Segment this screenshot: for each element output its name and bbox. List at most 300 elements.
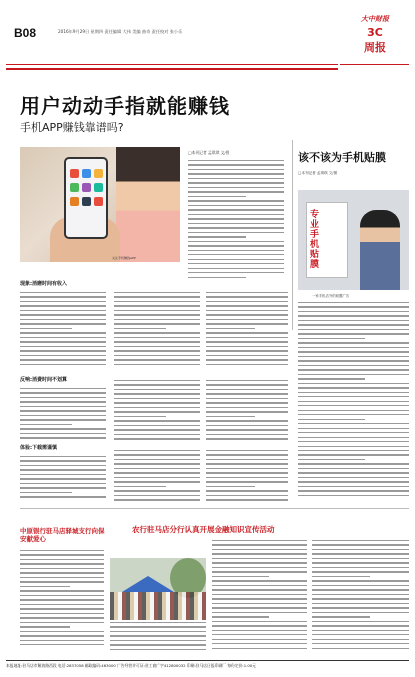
text-line: [298, 441, 409, 442]
text-line: [20, 474, 106, 475]
edition-label: 3C: [367, 26, 383, 39]
text-line: [20, 392, 106, 393]
text-line: [20, 577, 104, 578]
text-line: [312, 576, 370, 577]
bottom-photo: [110, 558, 206, 620]
text-line: [110, 649, 206, 650]
text-line: [212, 567, 307, 568]
text-line: [188, 223, 284, 224]
text-line: [114, 407, 200, 408]
text-line: [114, 350, 200, 351]
text-line: [206, 425, 288, 426]
text-line: [298, 306, 409, 307]
text-line: [312, 643, 409, 644]
text-line: [20, 292, 106, 293]
bottom-right-text-2: [312, 540, 409, 656]
text-line: [212, 558, 307, 559]
column-divider: [292, 140, 293, 330]
text-line: [114, 380, 200, 381]
text-line: [20, 563, 104, 564]
page-number: B08: [14, 26, 37, 40]
text-line: [206, 310, 288, 311]
text-line: [188, 191, 284, 192]
text-line: [20, 415, 106, 416]
text-line: [20, 319, 106, 320]
sidebar-text: [298, 302, 409, 502]
text-line: [114, 332, 200, 333]
text-line: [212, 571, 307, 572]
text-line: [188, 200, 284, 201]
text-line: [206, 398, 288, 399]
text-line: [298, 333, 409, 334]
text-line: [212, 598, 307, 599]
text-line: [298, 454, 409, 455]
text-line: [20, 328, 72, 329]
text-line: [298, 387, 409, 388]
text-line: [114, 454, 200, 455]
text-line: [206, 481, 288, 482]
text-line: [114, 355, 200, 356]
text-line: [206, 486, 255, 487]
text-line: [114, 486, 166, 487]
text-line: [298, 414, 409, 415]
text-line: [114, 495, 200, 496]
text-line: [298, 405, 409, 406]
text-line: [20, 456, 106, 457]
text-line: [188, 277, 246, 278]
text-line: [110, 631, 206, 632]
text-line: [206, 305, 288, 306]
text-line: [114, 389, 200, 390]
text-line: [312, 612, 409, 613]
text-line: [312, 630, 409, 631]
sidebar-caption: 一家手机店外的贴膜广告: [312, 294, 350, 298]
text-line: [298, 463, 409, 464]
text-line: [20, 631, 104, 632]
bottom-right-text-1: [212, 540, 307, 656]
text-line: [312, 603, 409, 604]
text-line: [114, 420, 200, 421]
text-line: [20, 640, 104, 641]
text-line: [188, 232, 284, 233]
text-line: [206, 393, 288, 394]
text-line: [298, 365, 409, 366]
text-line: [298, 401, 409, 402]
text-line: [110, 626, 206, 627]
text-line: [20, 397, 106, 398]
text-line: [20, 323, 106, 324]
text-line: [212, 585, 307, 586]
text-line: [20, 410, 106, 411]
text-line: [206, 350, 288, 351]
text-line: [312, 607, 409, 608]
text-line: [206, 499, 288, 500]
text-line: [20, 590, 104, 591]
page-header: [6, 14, 409, 54]
text-line: [188, 187, 284, 188]
text-line: [114, 416, 166, 417]
text-line: [206, 323, 288, 324]
text-line: [114, 323, 200, 324]
article-text-col-4: [206, 292, 288, 372]
text-line: [206, 296, 288, 297]
text-line: [20, 572, 104, 573]
text-line: [188, 169, 284, 170]
text-line: [212, 616, 269, 617]
text-line: [212, 580, 307, 581]
article-text-col-7: [206, 380, 288, 443]
section-head-3: 体验:下载需谨慎: [20, 445, 58, 451]
text-line: [20, 341, 106, 342]
text-line: [212, 540, 307, 541]
text-line: [114, 292, 200, 293]
phone-illustration: [64, 157, 108, 239]
text-line: [188, 173, 284, 174]
text-line: [312, 562, 409, 563]
article-text-col-8: [20, 456, 106, 504]
text-line: [20, 406, 106, 407]
text-line: [206, 472, 288, 473]
text-line: [206, 301, 288, 302]
text-line: [188, 227, 284, 228]
text-line: [298, 437, 409, 438]
text-line: [188, 205, 284, 206]
text-line: [114, 319, 200, 320]
text-line: [114, 459, 200, 460]
text-line: [20, 469, 106, 470]
bottom-mid-title: 农行驻马店分行认真开展金融知识宣传活动: [132, 525, 275, 534]
text-line: [206, 454, 288, 455]
text-line: [298, 495, 409, 496]
text-line: [212, 594, 307, 595]
text-line: [206, 341, 288, 342]
text-line: [312, 589, 409, 590]
text-line: [114, 337, 200, 338]
text-line: [20, 554, 104, 555]
text-line: [188, 254, 284, 255]
text-line: [20, 492, 72, 493]
text-line: [110, 622, 206, 623]
text-line: [298, 378, 365, 379]
issue-meta: 2016年9月29日 星期四 责任编辑 大伟 美编 曲奇 责任校对 张小乐: [58, 29, 183, 34]
article-text-col-10: [206, 450, 288, 504]
article-subhead: 手机APP赚钱靠谱吗?: [20, 121, 124, 134]
text-line: [212, 621, 307, 622]
text-line: [188, 263, 284, 264]
text-line: [20, 296, 106, 297]
text-line: [312, 634, 409, 635]
text-line: [298, 351, 409, 352]
text-line: [206, 364, 288, 365]
text-line: [20, 424, 72, 425]
text-line: [212, 544, 307, 545]
text-line: [20, 305, 106, 306]
text-line: [312, 571, 409, 572]
text-line: [20, 337, 106, 338]
text-line: [114, 328, 166, 329]
text-line: [20, 559, 104, 560]
article-text-col-3: [114, 292, 200, 372]
text-line: [114, 499, 200, 500]
text-line: [212, 576, 269, 577]
text-line: [206, 346, 288, 347]
text-line: [20, 465, 106, 466]
text-line: [212, 630, 307, 631]
text-line: [114, 310, 200, 311]
text-line: [20, 346, 106, 347]
text-line: [206, 438, 288, 439]
text-line: [188, 236, 246, 237]
text-line: [298, 446, 409, 447]
text-line: [188, 250, 284, 251]
text-line: [206, 450, 288, 451]
text-line: [298, 423, 409, 424]
masthead-brand: 大中财报: [361, 15, 389, 23]
text-line: [188, 272, 284, 273]
text-line: [298, 490, 409, 491]
text-line: [206, 332, 288, 333]
text-line: [114, 429, 200, 430]
text-line: [298, 383, 409, 384]
text-line: [206, 292, 288, 293]
text-line: [298, 329, 409, 330]
text-line: [312, 594, 409, 595]
text-line: [312, 585, 409, 586]
text-line: [206, 355, 288, 356]
text-line: [114, 296, 200, 297]
article-text-col-2: [20, 292, 106, 372]
text-line: [114, 490, 200, 491]
text-line: [20, 437, 106, 438]
section-head-2: 反响:消费时间不划算: [20, 377, 68, 383]
text-line: [312, 580, 409, 581]
bottom-mid-text: [110, 622, 206, 656]
text-line: [20, 586, 70, 587]
text-line: [20, 496, 106, 497]
text-line: [212, 648, 307, 649]
article-text-col-1: [188, 160, 284, 285]
text-line: [298, 356, 409, 357]
text-line: [212, 603, 307, 604]
text-line: [114, 305, 200, 306]
bottom-left-title: 中原银行驻马店驿城支行向保安献爱心: [20, 527, 105, 543]
text-line: [114, 364, 200, 365]
photo-crowd: [110, 592, 206, 620]
text-line: [114, 463, 200, 464]
text-line: [20, 635, 104, 636]
photo-person: [116, 147, 180, 262]
text-line: [20, 622, 104, 623]
text-line: [188, 164, 284, 165]
text-line: [298, 459, 365, 460]
text-line: [114, 398, 200, 399]
text-line: [20, 401, 106, 402]
text-line: [20, 364, 106, 365]
text-line: [20, 355, 106, 356]
text-line: [114, 411, 200, 412]
text-line: [206, 477, 288, 478]
text-line: [114, 384, 200, 385]
text-line: [114, 402, 200, 403]
text-line: [20, 626, 70, 627]
text-line: [20, 617, 104, 618]
text-line: [206, 416, 255, 417]
article-text-col-9: [114, 450, 200, 504]
text-line: [206, 420, 288, 421]
text-line: [312, 558, 409, 559]
text-line: [114, 393, 200, 394]
text-line: [114, 468, 200, 469]
bottom-left-text: [20, 550, 104, 650]
text-line: [20, 604, 104, 605]
text-line: [114, 425, 200, 426]
text-line: [298, 324, 409, 325]
text-line: [114, 481, 200, 482]
section-label: 周报: [364, 41, 386, 54]
text-line: [20, 581, 104, 582]
text-line: [298, 342, 409, 343]
text-line: [110, 635, 206, 636]
text-line: [20, 433, 106, 434]
text-line: [312, 616, 370, 617]
text-line: [188, 178, 284, 179]
text-line: [114, 359, 200, 360]
section-head-1: 现象:消磨时间有收入: [20, 281, 68, 287]
text-line: [212, 553, 307, 554]
sidebar-photo: [298, 190, 409, 290]
photo-caption: 关注手机赚钱APP: [112, 256, 136, 260]
text-line: [188, 259, 284, 260]
text-line: [188, 268, 284, 269]
text-line: [188, 160, 284, 161]
text-line: [188, 214, 284, 215]
text-line: [206, 380, 288, 381]
text-line: [206, 337, 288, 338]
text-line: [114, 477, 200, 478]
text-line: [20, 314, 106, 315]
text-line: [188, 196, 246, 197]
text-line: [212, 549, 307, 550]
text-line: [298, 374, 409, 375]
text-line: [312, 625, 409, 626]
text-line: [298, 320, 409, 321]
header-rule-right: [340, 64, 409, 65]
text-line: [114, 450, 200, 451]
text-line: [114, 341, 200, 342]
text-line: [20, 599, 104, 600]
text-line: [312, 544, 409, 545]
text-line: [20, 613, 104, 614]
text-line: [212, 634, 307, 635]
text-line: [298, 302, 409, 303]
text-line: [298, 338, 365, 339]
section-divider: [20, 508, 409, 509]
text-line: [312, 648, 409, 649]
text-line: [114, 472, 200, 473]
text-line: [110, 644, 206, 645]
text-line: [206, 314, 288, 315]
text-line: [298, 428, 409, 429]
article-byline: □本刊记者 孟琪琪 文/图: [188, 150, 230, 155]
text-line: [312, 621, 409, 622]
text-line: [110, 640, 206, 641]
text-line: [114, 434, 200, 435]
text-line: [312, 567, 409, 568]
text-line: [298, 360, 409, 361]
text-line: [188, 182, 284, 183]
text-line: [206, 463, 288, 464]
text-line: [298, 481, 409, 482]
text-line: [114, 301, 200, 302]
text-line: [20, 388, 106, 389]
poster-text: 专业手机贴膜: [310, 210, 320, 270]
text-line: [114, 438, 200, 439]
text-line: [206, 402, 288, 403]
text-line: [298, 472, 409, 473]
text-line: [206, 384, 288, 385]
text-line: [188, 241, 284, 242]
text-line: [20, 310, 106, 311]
text-line: [298, 486, 409, 487]
text-line: [212, 607, 307, 608]
text-line: [206, 490, 288, 491]
text-line: [20, 568, 104, 569]
text-line: [20, 350, 106, 351]
photo-child: [360, 210, 400, 290]
text-line: [20, 332, 106, 333]
text-line: [298, 468, 409, 469]
text-line: [206, 319, 288, 320]
text-line: [20, 487, 106, 488]
text-line: [114, 346, 200, 347]
text-line: [298, 315, 409, 316]
article-text-col-5: [20, 388, 106, 443]
text-line: [212, 612, 307, 613]
text-line: [298, 410, 409, 411]
text-line: [20, 644, 104, 645]
text-line: [312, 553, 409, 554]
text-line: [114, 314, 200, 315]
text-line: [298, 419, 365, 420]
text-line: [206, 495, 288, 496]
text-line: [20, 608, 104, 609]
text-line: [298, 477, 409, 478]
text-line: [212, 562, 307, 563]
text-line: [20, 478, 106, 479]
text-line: [188, 218, 284, 219]
text-line: [298, 432, 409, 433]
text-line: [312, 549, 409, 550]
text-line: [206, 359, 288, 360]
text-line: [20, 460, 106, 461]
text-line: [212, 643, 307, 644]
text-line: [298, 450, 409, 451]
text-line: [212, 625, 307, 626]
text-line: [20, 550, 104, 551]
text-line: [20, 428, 106, 429]
text-line: [20, 483, 106, 484]
text-line: [20, 301, 106, 302]
text-line: [206, 459, 288, 460]
text-line: [206, 328, 255, 329]
article-photo: [20, 147, 180, 262]
page-footer: 本报地址:驻马店市解放路西段 电话:2837058 邮政编码:463000 广告经营许可证:驻工商广字412800032 印刷:驻马店日报印刷厂 每份定价:1.00元: [6, 660, 409, 670]
sidebar-byline: □本刊记者 孟琪琪 文/图: [298, 171, 338, 175]
text-line: [298, 311, 409, 312]
article-headline: 用户动动手指就能赚钱: [20, 94, 230, 118]
text-line: [298, 396, 409, 397]
text-line: [298, 369, 409, 370]
